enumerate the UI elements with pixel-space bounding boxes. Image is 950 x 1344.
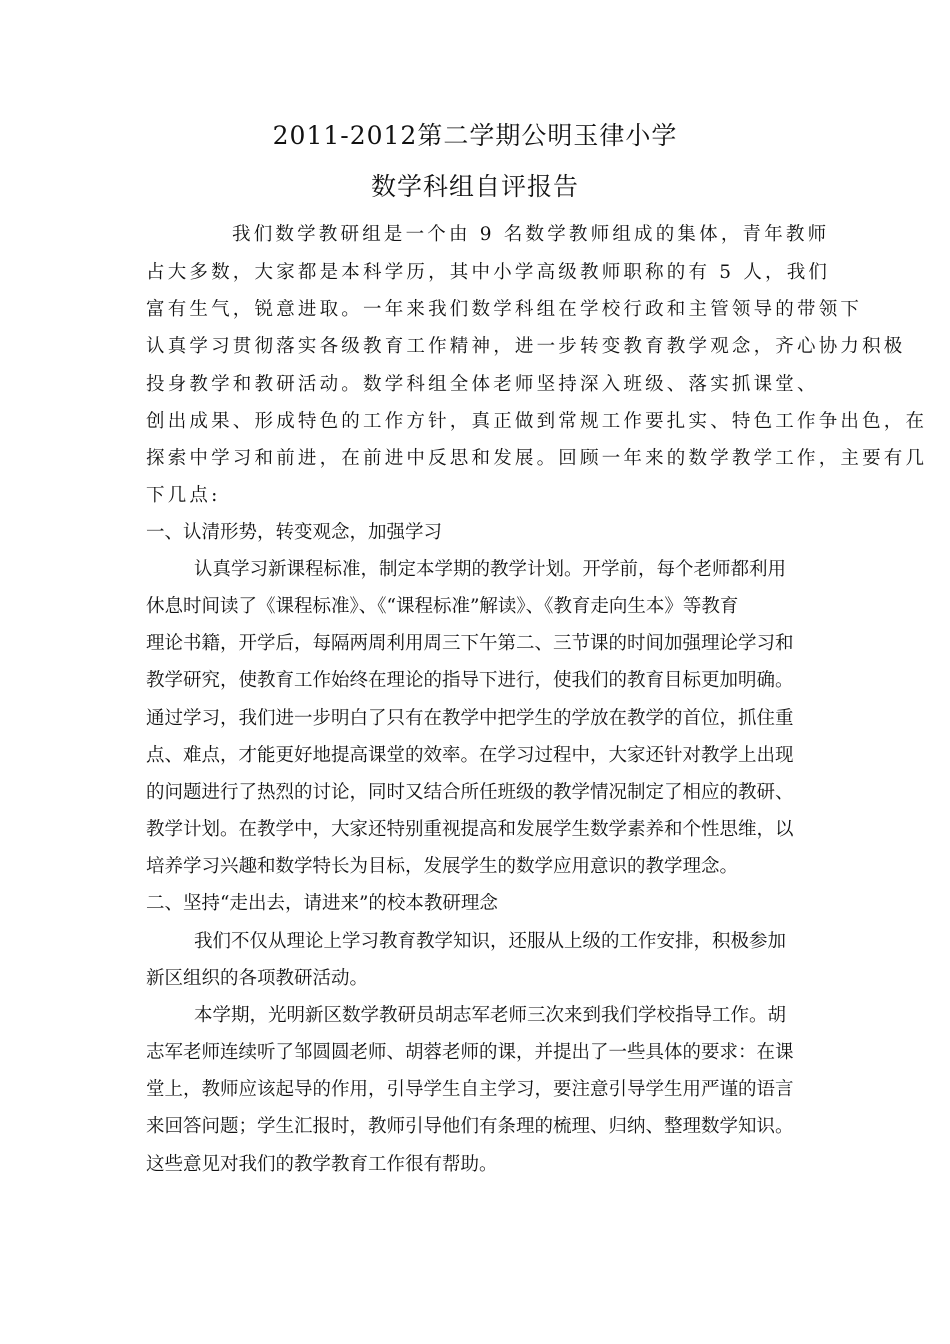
section-2-heading: 二、坚持“走出去，请进来”的校本教研理念 [146,893,498,914]
intro-line-4: 认真学习贯彻落实各级教育工作精神，进一步转变教育教学观念，齐心协力积极 [146,336,906,357]
section-1-line-7: 的问题进行了热烈的讨论，同时又结合所任班级的教学情况制定了相应的教研、 [146,782,794,803]
section-1-line-8: 教学计划。在教学中，大家还特别重视提高和发展学生数学素养和个性思维，以 [146,819,794,840]
section-1-line-9: 培养学习兴趣和数学特长为目标，发展学生的数学应用意识的教学理念。 [146,856,739,877]
intro-line-1: 我们数学教研组是一个由 9 名数学教师组成的集体，青年教师 [232,224,830,245]
document-title-line-2: 数学科组自评报告 [370,172,579,201]
section-2-para-2-line-2: 志军老师连续听了邹圆圆老师、胡蓉老师的课，并提出了一些具体的要求：在课 [146,1042,794,1063]
section-1-line-3: 理论书籍，开学后，每隔两周利用周三下午第二、三节课的时间加强理论学习和 [146,633,794,654]
section-2-para-1-line-2: 新区组织的各项教研活动。 [146,968,369,989]
intro-line-7: 探索中学习和前进，在前进中反思和发展。回顾一年来的数学教学工作，主要有几 [146,448,928,469]
document-title-line-1: 2011-2012第二学期公明玉律小学 [272,121,678,150]
section-1-line-5: 通过学习，我们进一步明白了只有在教学中把学生的学放在教学的首位，抓住重 [146,708,794,729]
intro-line-5: 投身教学和教研活动。数学科组全体老师坚持深入班级、落实抓课堂、 [146,374,819,395]
intro-line-3: 富有生气，锐意进取。一年来我们数学科组在学校行政和主管领导的带领下 [146,299,863,320]
section-2-para-1-line-1: 我们不仅从理论上学习教育教学知识，还服从上级的工作安排，积极参加 [194,931,787,952]
section-1-line-4: 教学研究，使教育工作始终在理论的指导下进行，使我们的教育目标更加明确。 [146,670,794,691]
section-2-para-2-line-1: 本学期，光明新区数学教研员胡志军老师三次来到我们学校指导工作。胡 [194,1005,787,1026]
section-2-para-2-line-4: 来回答问题；学生汇报时，教师引导他们有条理的梳理、归纳、整理数学知识。 [146,1116,794,1137]
intro-line-6: 创出成果、形成特色的工作方针，真正做到常规工作要扎实、特色工作争出色，在 [146,411,928,432]
section-1-line-6: 点、难点，才能更好地提高课堂的效率。在学习过程中，大家还针对教学上出现 [146,745,794,766]
section-1-line-1: 认真学习新课程标准，制定本学期的教学计划。开学前，每个老师都利用 [194,559,787,580]
section-2-para-2-line-5: 这些意见对我们的教学教育工作很有帮助。 [146,1154,498,1175]
intro-line-8: 下几点: [146,485,221,506]
section-1-heading: 一、认清形势，转变观念，加强学习 [146,522,443,543]
intro-line-2: 占大多数，大家都是本科学历，其中小学高级教师职称的有 5 人，我们 [146,262,831,283]
section-1-line-2: 休息时间读了《课程标准》、《“课程标准”解读》、《教育走向生本》等教育 [146,596,739,617]
section-2-para-2-line-3: 堂上，教师应该起导的作用，引导学生自主学习，要注意引导学生用严谨的语言 [146,1079,794,1100]
